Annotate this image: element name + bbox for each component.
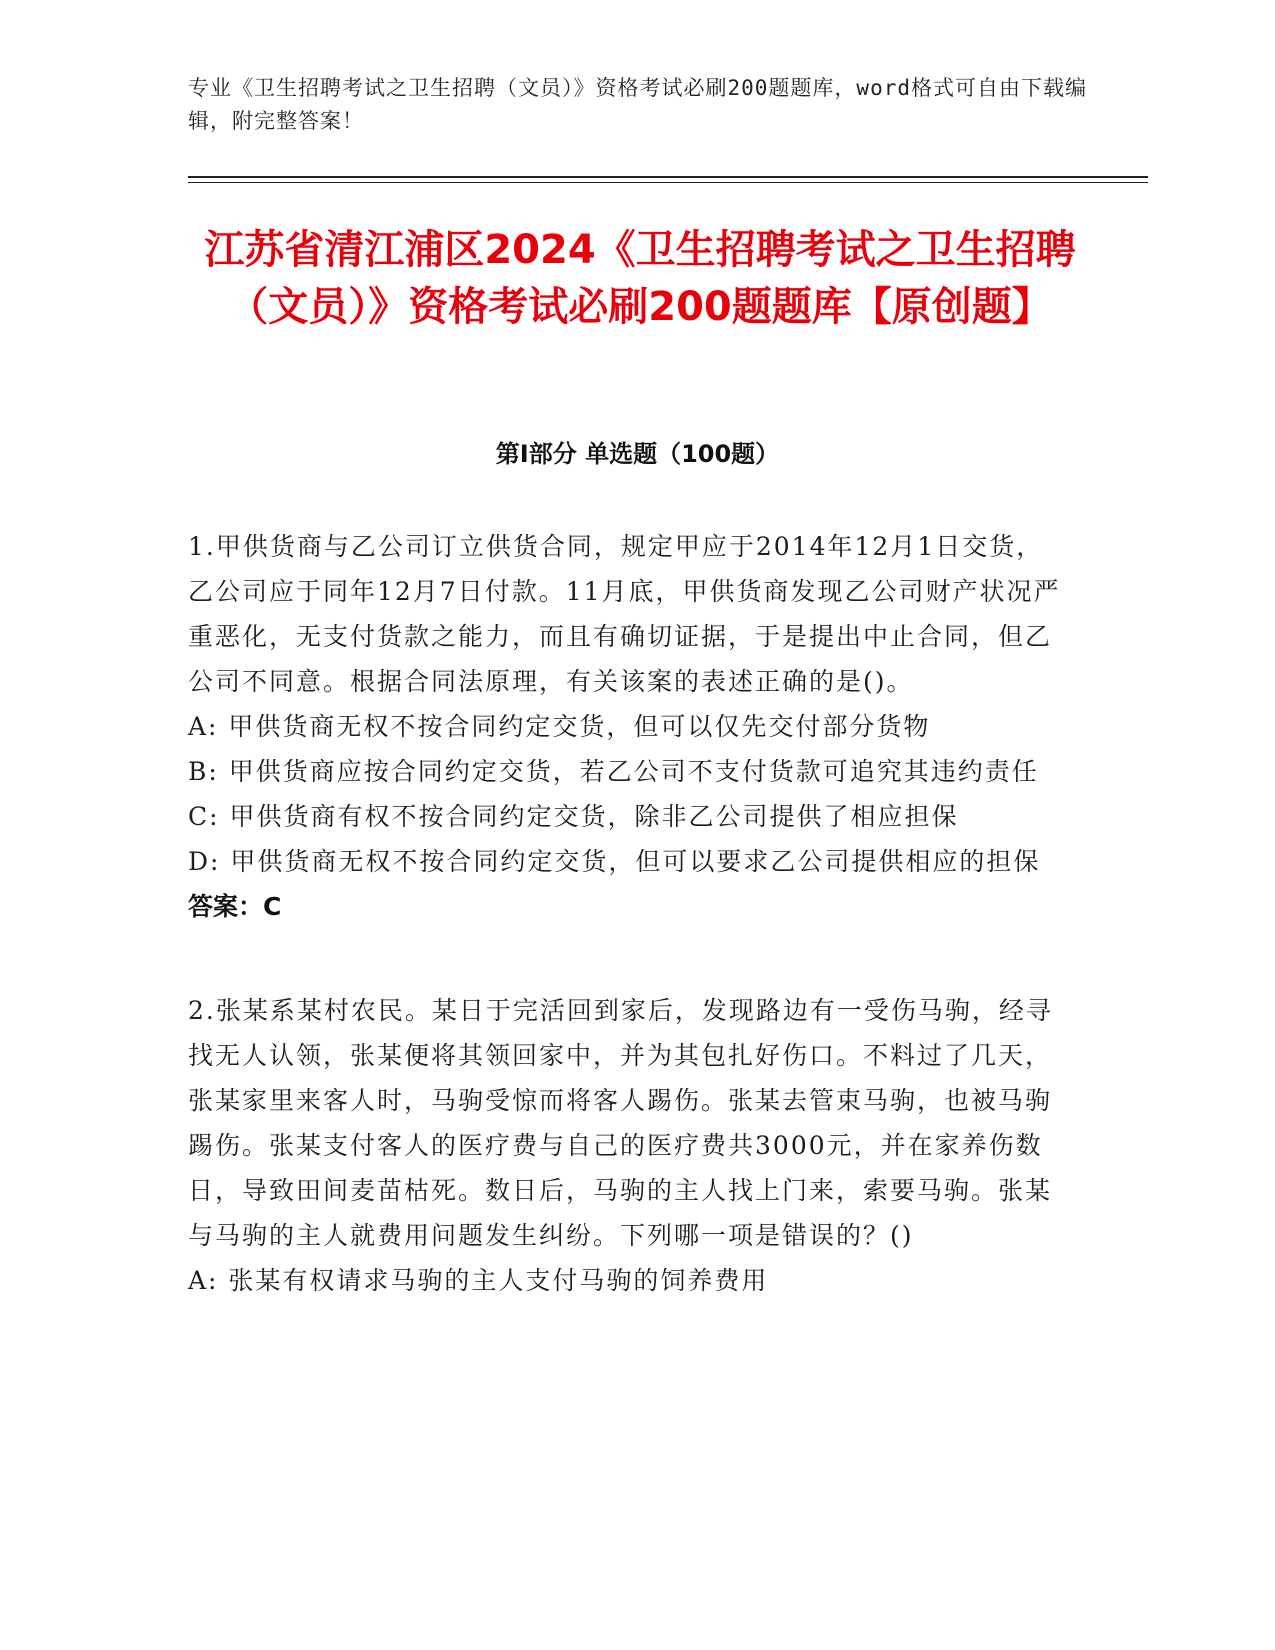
option-a: A: 甲供货商无权不按合同约定交货，但可以仅先交付部分货物 [188,712,931,741]
question-stem: 1.甲供货商与乙公司订立供货合同，规定甲应于2014年12月1日交货，乙公司应于同年12月7日付款。11月底，甲供货商发现乙公司财产状况严重恶化，无支付货款之能力，而且有确切证据，于是提出中止合同，但乙公司不同意。根据合同法原理，有关该案的表述正确的是()。 [188,532,1061,696]
question-stem: 2.张某系某村农民。某日于完活回到家后，发现路边有一受伤马驹，经寻找无人认领，张某便将其领回家中，并为其包扎好伤口。不料过了几天，张某家里来客人时，马驹受惊而将客人踢伤。张某去管束马驹，也被马驹踢伤。张某支付客人的医疗费与自己的医疗费共3000元，并在家养伤数日，导致田间麦苗枯死。数日后，马驹的主人找上门来，索要马驹。张某与马驹的主人就费用问题发生纠纷。下列哪一项是错误的？() [188,996,1053,1250]
document-title: 江苏省清江浦区2024《卫生招聘考试之卫生招聘（文员）》资格考试必刷200题题库【原创题】 [204,227,1076,330]
answer: 答案：C [188,892,282,921]
header-divider-thin [188,182,1148,183]
question-list [188,524,1068,1362]
option-c: C: 甲供货商有权不按合同约定交货，除非乙公司提供了相应担保 [188,802,959,831]
section-heading: 第I部分 单选题（100题） [495,440,780,468]
header-note: 专业《卫生招聘考试之卫生招聘（文员）》资格考试必刷200题题库，word格式可自由下载编辑，附完整答案！ [188,76,1087,133]
option-a: A: 张某有权请求马驹的主人支付马驹的饲养费用 [188,1266,769,1295]
question-1 [188,524,1068,929]
option-b: B: 甲供货商应按合同约定交货，若乙公司不支付货款可追究其违约责任 [188,757,1039,786]
question-2 [188,988,1068,1303]
header-divider-thick [188,176,1148,178]
option-d: D: 甲供货商无权不按合同约定交货，但可以要求乙公司提供相应的担保 [188,847,1041,876]
